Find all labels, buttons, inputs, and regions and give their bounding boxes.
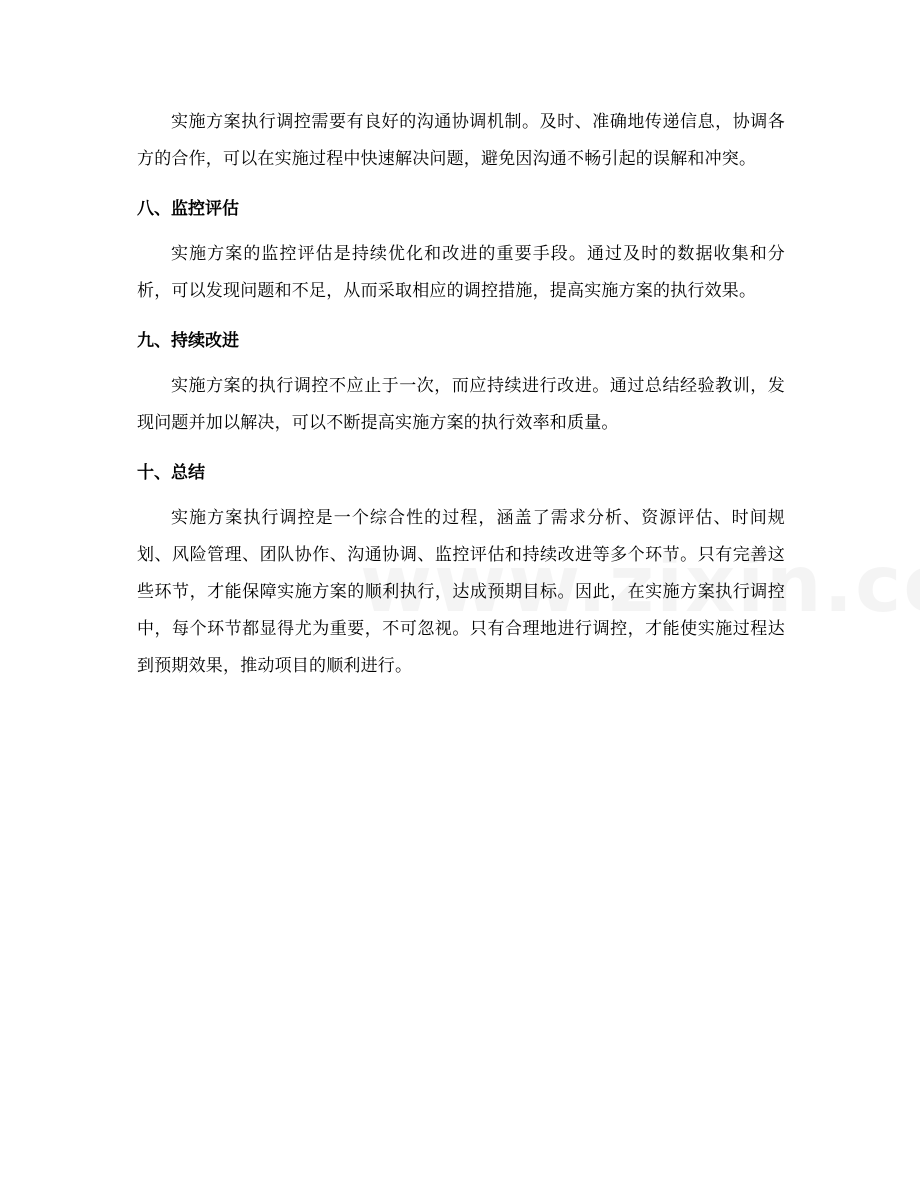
section-paragraph-monitoring: 实施方案的监控评估是持续优化和改进的重要手段。通过及时的数据收集和分析，可以发现问题和不足，从而采取相应的调控措施，提高实施方案的执行效果。 [137, 244, 785, 301]
intro-paragraph: 实施方案执行调控需要有良好的沟通协调机制。及时、准确地传递信息，协调各方的合作，可以在实施过程中快速解决问题，避免因沟通不畅引起的误解和冲突。 [137, 112, 785, 169]
document-content [137, 104, 785, 685]
section-heading-improvement: 九、持续改进 [137, 331, 239, 351]
section-heading-monitoring: 八、监控评估 [137, 199, 239, 219]
section-heading-summary: 十、总结 [137, 463, 205, 483]
section-paragraph-summary: 实施方案执行调控是一个综合性的过程，涵盖了需求分析、资源评估、时间规划、风险管理、团队协作、沟通协调、监控评估和持续改进等多个环节。只有完善这些环节，才能保障实施方案的顺利执行，达成预期目标。因此，在实施方案执行调控中，每个环节都显得尤为重要，不可忽视。只有合理地进行调控，才能使实施过程达到预期效果，推动项目的顺利进行。 [137, 508, 785, 676]
section-paragraph-improvement: 实施方案的执行调控不应止于一次，而应持续进行改进。通过总结经验教训，发现问题并加以解决，可以不断提高实施方案的执行效率和质量。 [137, 376, 785, 433]
